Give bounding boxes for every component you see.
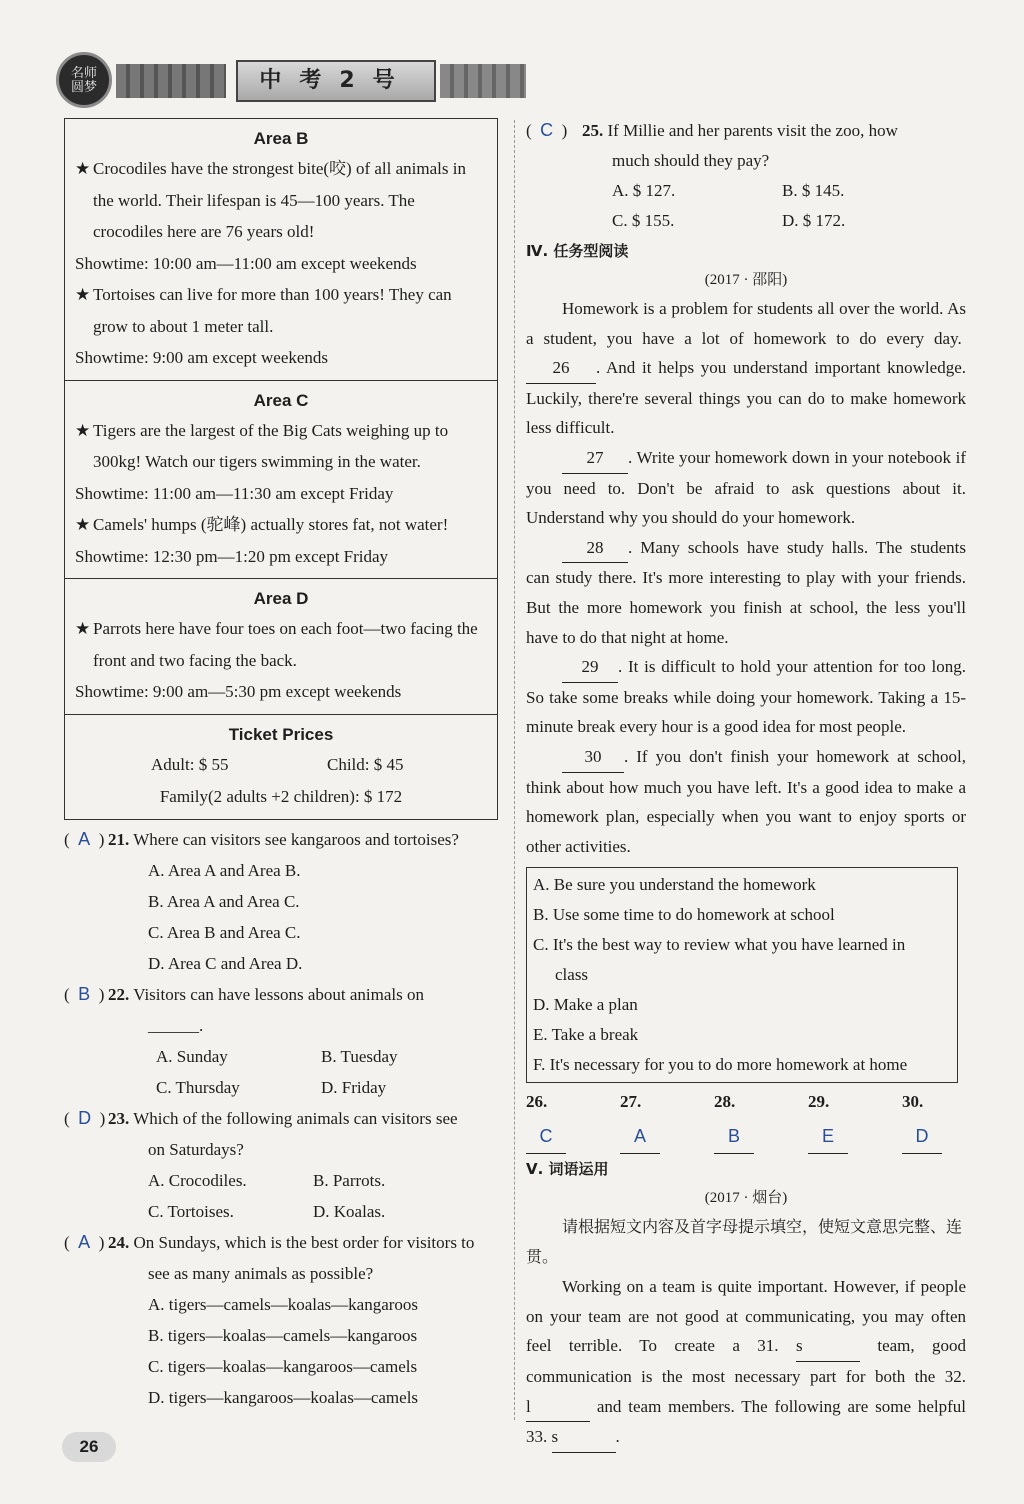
option: C. $ 155. [612,211,675,230]
option: B. Tuesday [321,1046,398,1066]
option: A. Crocodiles. [148,1170,247,1190]
answer-number: 28. [714,1092,736,1112]
blank-31: s [796,1331,860,1362]
option: C. Thursday [156,1077,240,1097]
option-grid [64,1041,504,1103]
blank-28: 28 [562,533,628,564]
passage-text: Working on a team is quite important. However, if people on your team are not good at communicating, you may often feel terrible. To create a 31. [526,1277,966,1356]
blank-26: 26 [526,353,596,384]
ticket-title: Ticket Prices [228,724,334,744]
answer-number: 29. [808,1092,830,1112]
answer-paren: ( A ) [64,1231,105,1252]
option-grid [526,176,966,236]
option-c-cont: class [555,965,589,985]
child-price: Child: $ 45 [327,754,404,774]
passage-text: and team members. The following are some helpful 33. [526,1396,966,1447]
option: A. $ 127. [612,181,676,200]
option: A. Area A and Area B. [148,860,301,880]
question-number: 24. [108,1232,130,1252]
question-continuation: see as many animals as possible? [148,1263,374,1283]
question-text: Visitors can have lessons about animals on [133,984,424,1004]
option: A. tigers—camels—koalas—kangaroos [148,1294,419,1314]
publisher-logo [56,52,112,108]
area-title: Area C [253,390,309,410]
area-d [65,579,497,715]
family-price: Family(2 adults +2 children): $ 172 [159,786,403,806]
answer-mark: C [526,1119,566,1154]
star-icon: ★ [75,159,91,178]
passage-text: . It is difficult to hold your attention for too long. So take some breaks while doing your homework. Taking a 15-minute break every hour is a good idea for most people. [526,657,966,737]
option-d: D. Make a plan [533,995,638,1015]
answer-mark: C [540,120,554,140]
option: D. tigers—kangaroos—koalas—camels [148,1387,419,1407]
question-21 [64,824,504,855]
question-22 [64,979,504,1010]
question-continuation: on Saturdays? [148,1139,244,1159]
passage-text: team, good communication is the most necessary part for both the 32. [526,1336,967,1387]
passage-text: . Many schools have study halls. The students can study there. It's more interesting to play with your friends. But the more homework you finish at school, the less you'll have to do that night at home. [526,537,966,647]
option: B. Area A and Area C. [148,891,300,911]
answer-mark: D [902,1119,942,1154]
options-box [526,867,958,1083]
question-continuation: ______. [148,1015,204,1035]
option-b: B. Use some time to do homework at school [533,905,835,925]
option: C. Tortoises. [148,1201,234,1221]
passage-text: . And it helps you understand important knowledge. Luckily, there're several things you can do to make homework less difficult. [526,358,966,438]
answer-mark: B [714,1119,754,1154]
option: D. Area C and Area D. [148,953,303,973]
section-4-heading: Ⅳ. 任务型阅读 [526,242,629,260]
zoo-info-box [64,118,498,820]
answer-mark: D [78,1107,92,1128]
question-continuation: much should they pay? [612,151,770,170]
option-f: F. It's necessary for you to do more homework at home [533,1055,908,1075]
question-number: 22. [108,984,130,1004]
answer-mark: E [808,1119,848,1154]
area-title: Area D [253,589,309,608]
blank-30: 30 [562,742,624,773]
section-5-instruction: 请根据短文内容及首字母提示填空，使短文意思完整、连贯。 [526,1217,963,1267]
question-25 [526,115,966,146]
option: D. Koalas. [313,1201,386,1221]
answer-item [714,1085,778,1154]
answer-item [620,1085,684,1154]
section-5-heading: Ⅴ. 词语运用 [526,1160,609,1179]
option: C. tigers—koalas—kangaroos—camels [148,1356,418,1376]
star-icon: ★ [75,420,91,440]
info-text: Crocodiles have the strongest bite(咬) of all animals in the world. Their lifespan is 45—100 years. The crocodiles here are 76 years old! [93,159,466,241]
showtime: Showtime: 9:00 am except weekends [75,348,329,367]
answer-mark: A [78,828,91,849]
passage-paragraph [526,652,966,742]
info-item [75,279,487,342]
passage-paragraph [526,1272,966,1453]
answer-paren: ( D ) [64,1107,106,1128]
answer-number: 26. [526,1092,548,1112]
option: B. $ 145. [782,181,845,200]
star-icon: ★ [75,619,91,638]
info-item [75,415,487,478]
answer-mark: A [620,1119,660,1154]
page-number: 26 [62,1432,116,1462]
showtime: Showtime: 10:00 am—11:00 am except weekends [75,253,417,273]
area-title: Area B [253,129,309,148]
option: B. tigers—koalas—camels—kangaroos [148,1325,418,1345]
option: D. Friday [321,1077,387,1097]
header-decor-right [440,64,526,98]
info-text: Parrots here have four toes on each foot—two facing the front and two facing the back. [93,619,478,670]
logo-text: 名师 圆梦 [70,65,97,94]
answer-mark: B [78,983,91,1004]
right-column [526,115,966,1453]
question-text: On Sundays, which is the best order for visitors to [133,1232,475,1252]
ticket-row [75,749,487,781]
info-item [75,153,487,248]
answer-paren: ( A ) [64,828,105,849]
passage-text: . If you don't finish your homework at school, think about how much you have left. It's a good idea to make a homework plan, especially when you want to enjoy sports or other activities. [526,746,966,856]
passage-paragraph [526,742,966,861]
passage-text: Homework is a problem for students all over the world. As a student, you have a lot of homework to do every day. [526,299,966,348]
info-text: Tigers are the largest of the Big Cats weighing up to 300kg! Watch our tigers swimming in the water. [93,420,449,471]
question-23 [64,1103,504,1134]
showtime: Showtime: 9:00 am—5:30 pm except weekends [75,682,402,701]
question-list [64,824,504,1413]
page-header [56,52,526,108]
section-4-source: (2017 · 邵阳) [704,272,788,288]
answer-item [526,1085,590,1154]
answer-row [526,1085,966,1154]
info-item [75,509,487,541]
passage-paragraph [526,533,966,652]
info-text: Camels' humps (驼峰) actually stores fat, not water! [93,515,449,534]
option: C. Area B and Area C. [148,922,301,942]
option: D. $ 172. [782,211,846,230]
showtime: Showtime: 12:30 pm—1:20 pm except Friday [75,546,389,566]
option: B. Parrots. [313,1170,386,1190]
passage-text: . [615,1427,620,1447]
question-text: If Millie and her parents visit the zoo, how [607,121,898,140]
column-divider [514,120,515,1420]
ticket-prices [65,715,497,819]
option-grid [64,1165,504,1227]
question-number: 23. [108,1108,130,1128]
blank-33: s [552,1422,616,1453]
answer-paren: ( C ) [526,120,568,140]
star-icon: ★ [75,285,91,304]
adult-price: Adult: $ 55 [151,754,229,774]
blank-27: 27 [562,443,628,474]
star-icon: ★ [75,515,91,534]
question-number: 25. [582,121,604,140]
question-text: Where can visitors see kangaroos and tortoises? [133,829,459,849]
info-item [75,613,487,676]
option-e: E. Take a break [533,1025,639,1045]
blank-32: l [526,1392,590,1423]
info-text: Tortoises can live for more than 100 years! They can grow to about 1 meter tall. [93,285,452,336]
question-text: Which of the following animals can visitors see [133,1108,458,1128]
answer-number: 27. [620,1092,642,1112]
question-24 [64,1227,504,1258]
passage-paragraph [526,443,966,533]
showtime: Showtime: 11:00 am—11:30 am except Friday [75,483,394,503]
answer-item [902,1085,966,1154]
answer-paren: ( B ) [64,983,105,1004]
blank-29: 29 [562,652,618,683]
header-decor-left [116,64,226,98]
question-number: 21. [108,829,130,849]
answer-mark: A [78,1231,91,1252]
option-a: A. Be sure you understand the homework [533,875,816,895]
area-c [65,381,497,580]
left-column [64,118,504,1413]
area-b [65,119,497,381]
passage-paragraph [526,294,966,443]
answer-number: 30. [902,1092,924,1112]
passage-text: . Write your homework down in your notebook if you need to. Don't be afraid to ask questions about it. Understand why you should do your homework. [526,447,966,528]
answer-item [808,1085,872,1154]
option: A. Sunday [156,1046,228,1066]
option-c: C. It's the best way to review what you have learned in [533,935,906,955]
section-5-source: (2017 · 烟台) [704,1190,788,1207]
header-title: 中考2号 [236,60,436,102]
